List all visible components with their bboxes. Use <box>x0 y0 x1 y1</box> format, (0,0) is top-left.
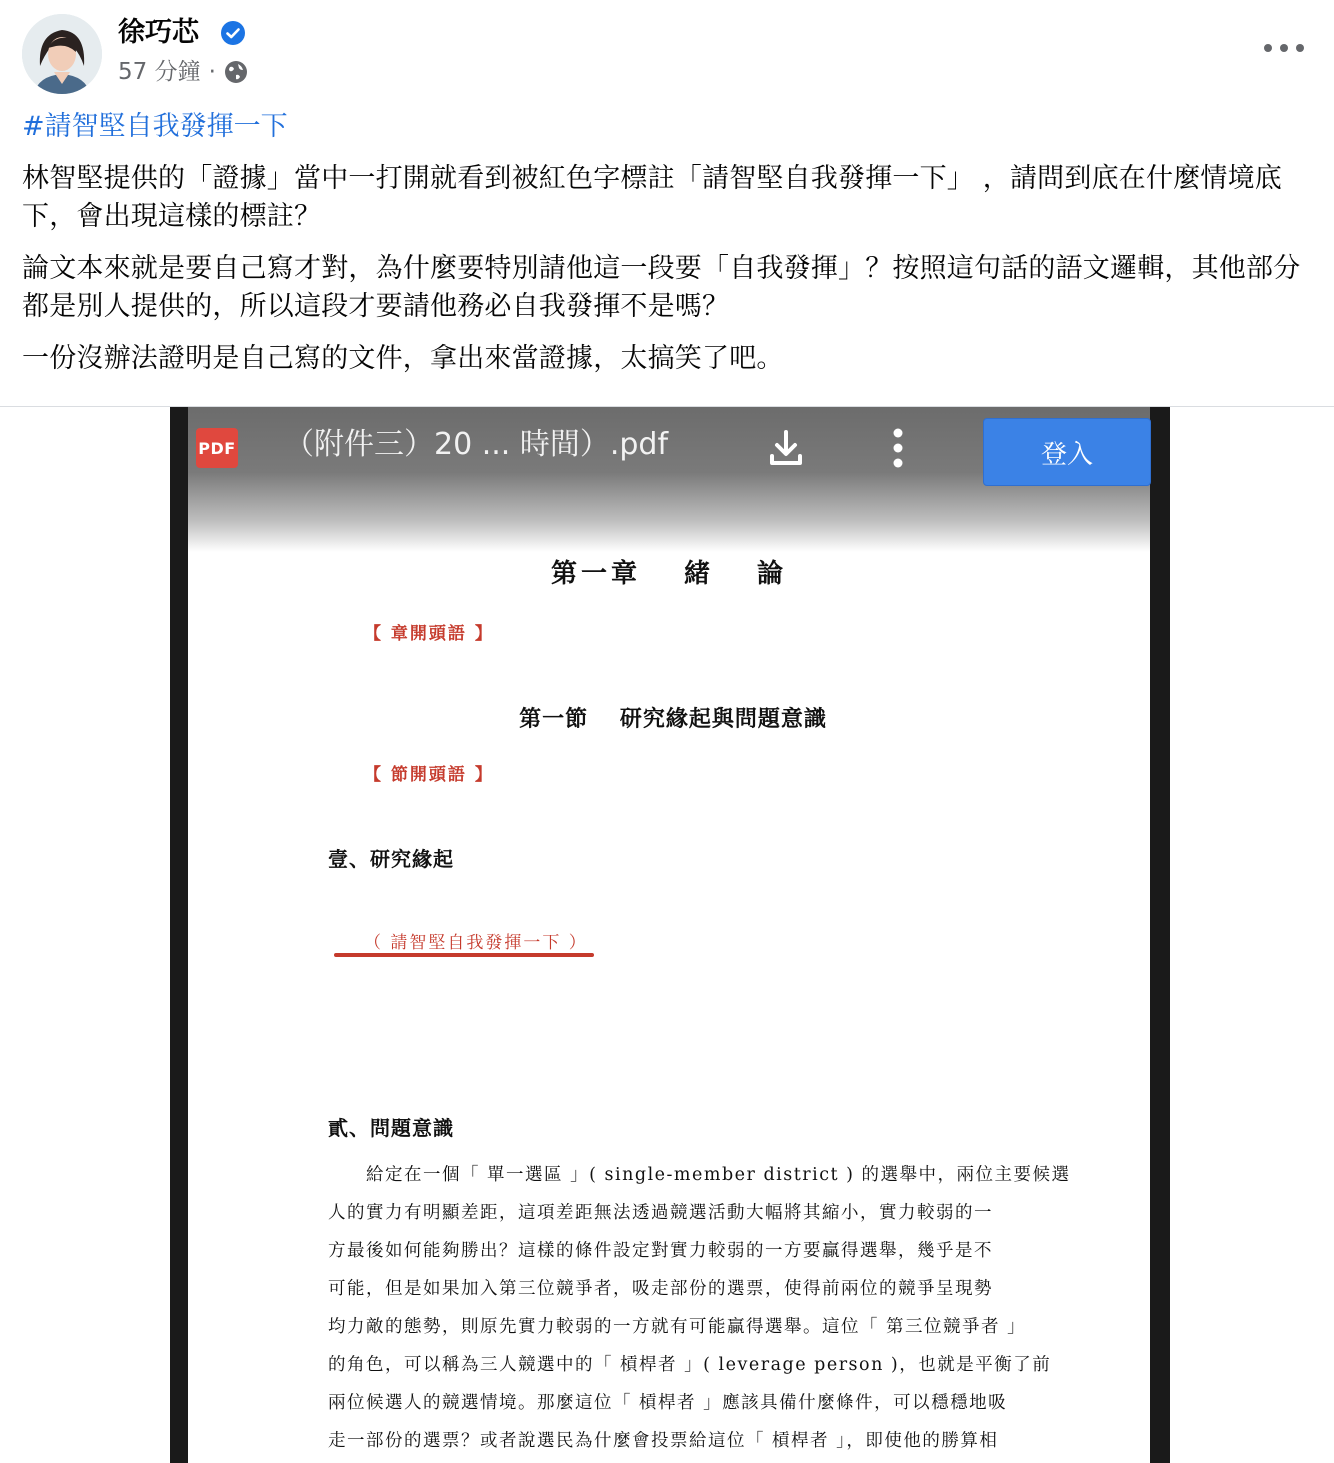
pdf-filename: （附件三）20 ... 時間）.pdf <box>284 427 669 462</box>
red-underline <box>334 953 594 957</box>
hashtag-link[interactable]: #請智堅自我發揮一下 <box>22 111 288 142</box>
document-body <box>328 1160 1071 1463</box>
post-paragraph-1: 林智堅提供的「證據」當中一打開就看到被紅色字標註「請智堅自我發揮一下」 ，請問到底在什麼情境底下，會出現這樣的標註？ <box>22 163 1282 232</box>
body-line: 可能，但是如果加入第三位競爭者，吸走部份的選票，使得前兩位的競爭呈現勢 <box>328 1279 993 1299</box>
post-body <box>22 108 1317 392</box>
body-line: 給定在一個「 單一選區 」( single-member district ) 的選舉中，兩位主要候選 <box>328 1165 1071 1185</box>
login-button: 登入 <box>983 418 1151 486</box>
post-time[interactable]: 57 分鐘 <box>118 59 201 85</box>
meta-separator: · <box>208 59 216 85</box>
avatar[interactable] <box>22 14 102 94</box>
red-annotation: （ 請智堅自我發揮一下 ） <box>364 933 588 953</box>
body-line: 均力敵的態勢，則原先實力較弱的一方就有可能贏得選舉。這位「 第三位競爭者 」 <box>328 1317 1027 1337</box>
author-name[interactable]: 徐巧芯 <box>118 17 199 48</box>
more-icon <box>1264 44 1272 52</box>
body-line: 人的實力有明顯差距，這項差距無法透過競選活動大幅將其縮小，實力較弱的一 <box>328 1203 993 1223</box>
kebab-menu-icon <box>888 426 908 470</box>
chapter-note: 【 章開頭語 】 <box>364 624 494 644</box>
chapter-title: 第一章 緒 論 <box>550 559 788 589</box>
heading-research-origin: 壹、研究緣起 <box>328 847 454 871</box>
globe-icon[interactable] <box>224 60 248 84</box>
post-meta <box>118 56 248 88</box>
more-options-button[interactable] <box>1264 34 1304 62</box>
post-image[interactable] <box>170 407 1170 1463</box>
pdf-toolbar <box>188 407 1150 552</box>
section-title: 第一節 研究緣起與問題意識 <box>519 706 827 732</box>
post-paragraph-3: 一份沒辦法證明是自己寫的文件，拿出來當證據，太搞笑了吧。 <box>22 343 784 374</box>
section-note: 【 節開頭語 】 <box>364 765 494 785</box>
download-icon <box>764 426 808 470</box>
body-line: 方最後如何能夠勝出？這樣的條件設定對實力較弱的一方要贏得選舉，幾乎是不 <box>328 1241 993 1261</box>
body-line: 走一部份的選票？或者說選民為什麼會投票給這位「 槓桿者 」，即使他的勝算相 <box>328 1431 999 1451</box>
verified-badge-icon <box>220 20 246 46</box>
post-paragraph-2: 論文本來就是要自己寫才對，為什麼要特別請他這一段要「自我發揮」？按照這句話的語文邏輯，其他部分都是別人提供的，所以這段才要請他務必自我發揮不是嗎？ <box>22 253 1301 322</box>
pdf-file-icon: PDF <box>196 428 238 468</box>
body-line: 兩位候選人的競選情境。那麼這位「 槓桿者 」應該具備什麼條件，可以穩穩地吸 <box>328 1393 1008 1413</box>
body-line: 的角色，可以稱為三人競選中的「 槓桿者 」( leverage person )，也就是平衡了前 <box>328 1355 1052 1375</box>
pdf-viewer-screenshot <box>188 407 1150 1463</box>
avatar-image <box>22 14 102 94</box>
heading-problem-awareness: 貳、問題意識 <box>328 1116 454 1140</box>
